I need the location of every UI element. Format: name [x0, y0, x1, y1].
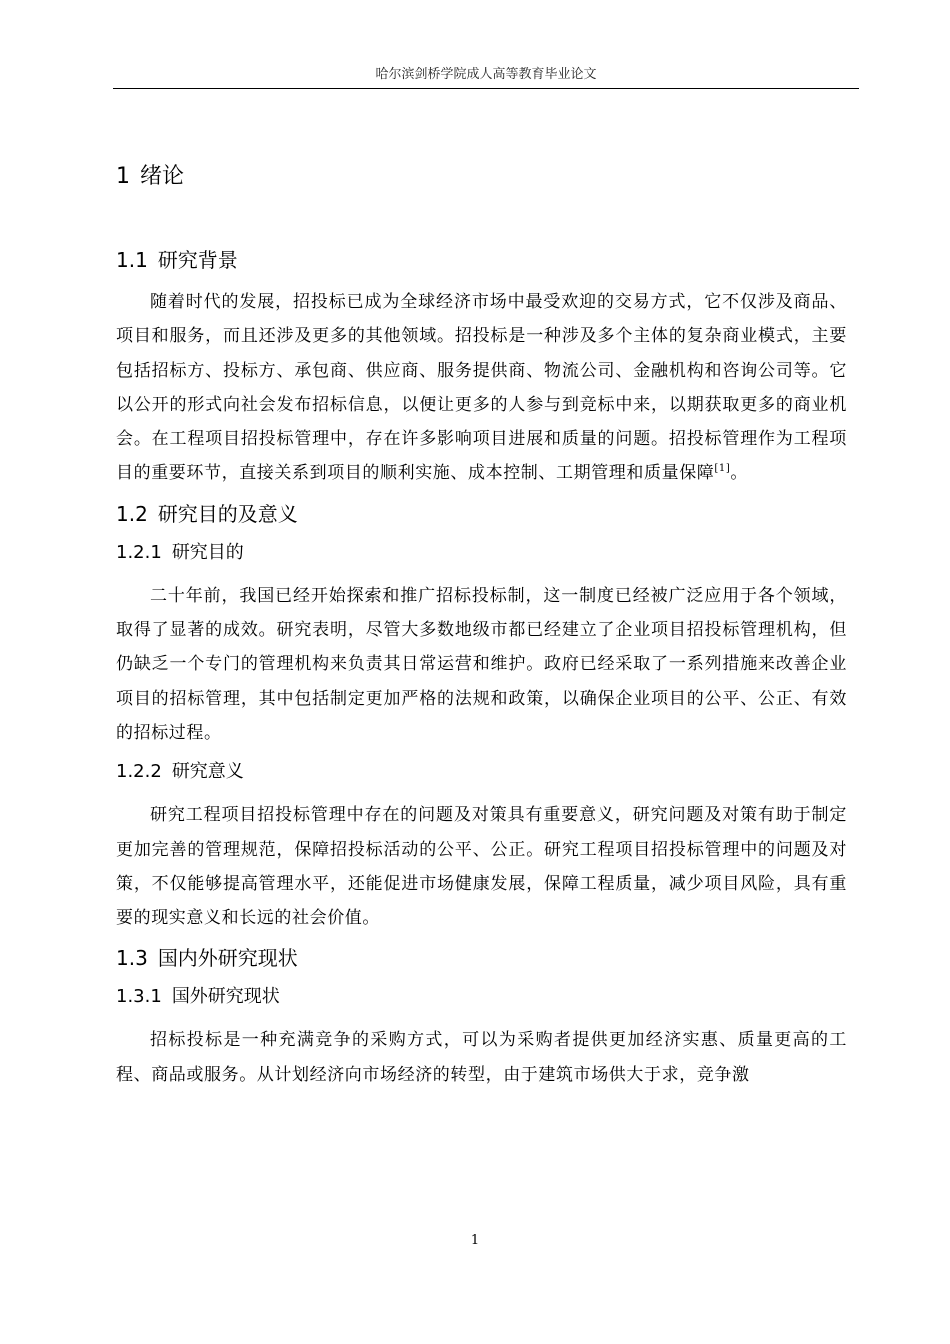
paragraph-research-significance: 研究工程项目招投标管理中存在的问题及对策具有重要意义，研究问题及对策有助于制定更加完善的管理规范，保障招投标活动的公平、公正。研究工程项目招投标管理中的问题及对策，不仅能够提高管理水平，还能促进市场健康发展，保障工程质量，减少项目风险，具有重要的现实意义和长远的社会价值。	[116, 805, 847, 929]
subsection-title: 研究目的	[171, 541, 244, 563]
subsection-number: 1.2.1	[116, 541, 162, 563]
chapter-number: 1	[116, 164, 130, 189]
subsection-number: 1.2.2	[116, 761, 162, 783]
paragraph-tail: 。	[730, 463, 748, 484]
chapter-title: 绪论	[140, 164, 185, 189]
paragraph-foreign-research: 招标投标是一种充满竞争的采购方式，可以为采购者提供更加经济实惠、质量更高的工程、商品或服务。从计划经济向市场经济的转型，由于建筑市场供大于求，竞争激	[116, 1030, 847, 1085]
section-number: 1.2	[116, 501, 148, 526]
paragraph-research-background	[116, 285, 847, 491]
page-number: 1	[470, 1233, 480, 1248]
section-number: 1.1	[116, 248, 148, 272]
section-heading-1-2	[116, 499, 847, 529]
section-heading-1-1	[116, 245, 847, 275]
section-title: 研究背景	[157, 248, 238, 272]
document-body	[116, 160, 847, 1098]
subsection-heading-1-3-1	[116, 983, 847, 1011]
header-rule	[113, 88, 859, 89]
paragraph-research-purpose: 二十年前，我国已经开始探索和推广招标投标制，这一制度已经被广泛应用于各个领域，取得了显著的成效。研究表明，尽管大多数地级市都已经建立了企业项目招投标管理机构，但仍缺乏一个专门的管理机构来负责其日常运营和维护。政府已经采取了一系列措施来改善企业项目的招标管理，其中包括制定更加严格的法规和政策，以确保企业项目的公平、公正、有效的招标过程。	[116, 585, 847, 743]
citation-1: [1]	[714, 463, 731, 475]
subsection-heading-1-2-1	[116, 539, 847, 567]
subsection-heading-1-2-2	[116, 758, 847, 786]
subsection-title: 研究意义	[171, 761, 244, 783]
section-title: 研究目的及意义	[157, 501, 298, 526]
running-header: 哈尔滨剑桥学院成人高等教育毕业论文	[375, 67, 597, 82]
subsection-title: 国外研究现状	[171, 986, 280, 1008]
subsection-number: 1.3.1	[116, 986, 162, 1008]
chapter-heading	[116, 160, 847, 194]
paragraph-text: 随着时代的发展，招投标已成为全球经济市场中最受欢迎的交易方式，它不仅涉及商品、项目和服务，而且还涉及更多的其他领域。招投标是一种涉及多个主体的复杂商业模式，主要包括招标方、投标方、承包商、供应商、服务提供商、物流公司、金融机构和咨询公司等。它以公开的形式向社会发布招标信息，以便让更多的人参与到竞标中来，以期获取更多的商业机会。在工程项目招投标管理中，存在许多影响项目进展和质量的问题。招投标管理作为工程项目的重要环节，直接关系到项目的顺利实施、成本控制、工期管理和质量保障	[116, 292, 847, 484]
section-title: 国内外研究现状	[157, 946, 298, 971]
section-number: 1.3	[116, 946, 148, 971]
section-heading-1-3	[116, 943, 847, 973]
